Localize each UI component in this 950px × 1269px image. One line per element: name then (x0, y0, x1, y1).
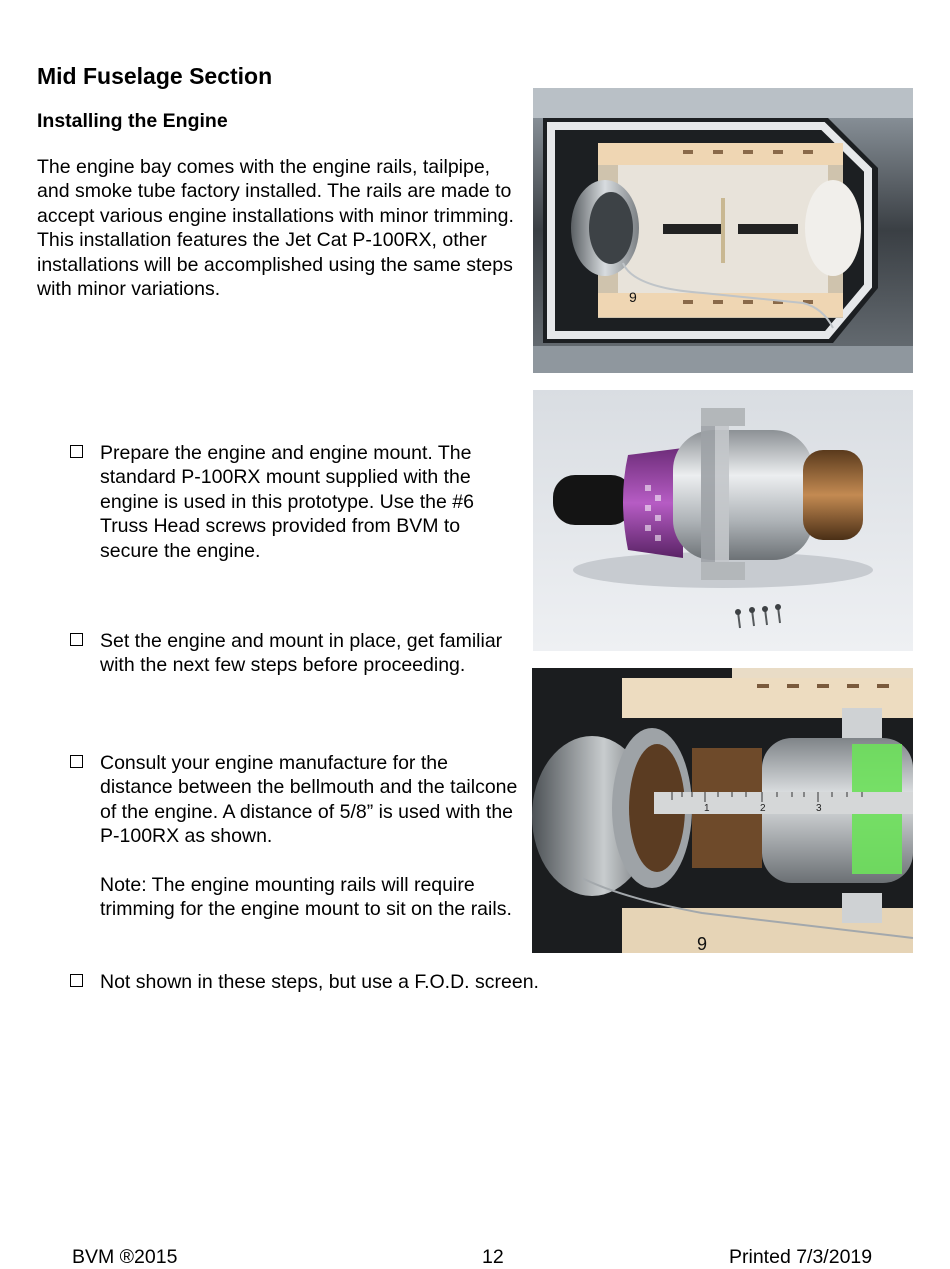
checkbox[interactable] (70, 633, 83, 646)
checkbox[interactable] (70, 974, 83, 987)
intro-paragraph: The engine bay comes with the engine rails, tailpipe, and smoke tube factory installed. The rails are made to accept various engine installations with minor trimming. This installation features the Jet Cat P-100RX, other installations will be accomplished using the same steps with minor variations. (37, 156, 514, 301)
subsection-title: Installing the Engine (37, 110, 228, 132)
checklist-item-text: Not shown in these steps, but use a F.O.D. screen. (100, 971, 539, 993)
ruler (654, 792, 913, 814)
checklist-item-text: Prepare the engine and engine mount. The standard P-100RX mount supplied with the engine is used in this prototype. Use the #6 Truss Head screws provided from BVM to secure the engine. (100, 442, 474, 562)
rail-marking-label: 9 (697, 934, 708, 953)
section-title: Mid Fuselage Section (37, 63, 273, 89)
ruler-mark-2: 2 (760, 803, 766, 814)
checkbox[interactable] (70, 755, 83, 768)
checklist-item-note: Note: The engine mounting rails will require trimming for the engine mount to sit on the rails. (100, 874, 512, 921)
checklist-item-set-engine (70, 629, 520, 678)
ruler-mark-3: 3 (816, 803, 822, 814)
bellmouth-measurement-image (532, 668, 913, 953)
rail-marking-label: 9 (629, 289, 637, 305)
footer-copyright: BVM ®2015 (72, 1246, 178, 1268)
photo-engine-bay (533, 88, 913, 373)
checklist-item-text (100, 751, 520, 922)
checkbox[interactable] (70, 445, 83, 458)
footer-print-date: Printed 7/3/2019 (729, 1246, 873, 1268)
engine-bay-image (533, 88, 913, 373)
checklist-item-consult-manufacturer (70, 751, 520, 922)
checklist-item-fod-screen (70, 970, 690, 994)
photo-engine-mount (533, 390, 913, 651)
checklist-item-text: Consult your engine manufacture for the distance between the bellmouth and the tailcone of the engine. A distance of 5/8” is used with the P-100RX as shown. (100, 752, 518, 848)
checklist-item-text: Set the engine and mount in place, get familiar with the next few steps before proceeding. (100, 630, 503, 677)
page-number: 12 (482, 1246, 504, 1268)
checklist-item-prepare-engine (70, 441, 520, 563)
ruler-mark-1: 1 (704, 803, 710, 814)
engine-mount-image (533, 390, 913, 651)
photo-bellmouth-measurement (532, 668, 913, 953)
